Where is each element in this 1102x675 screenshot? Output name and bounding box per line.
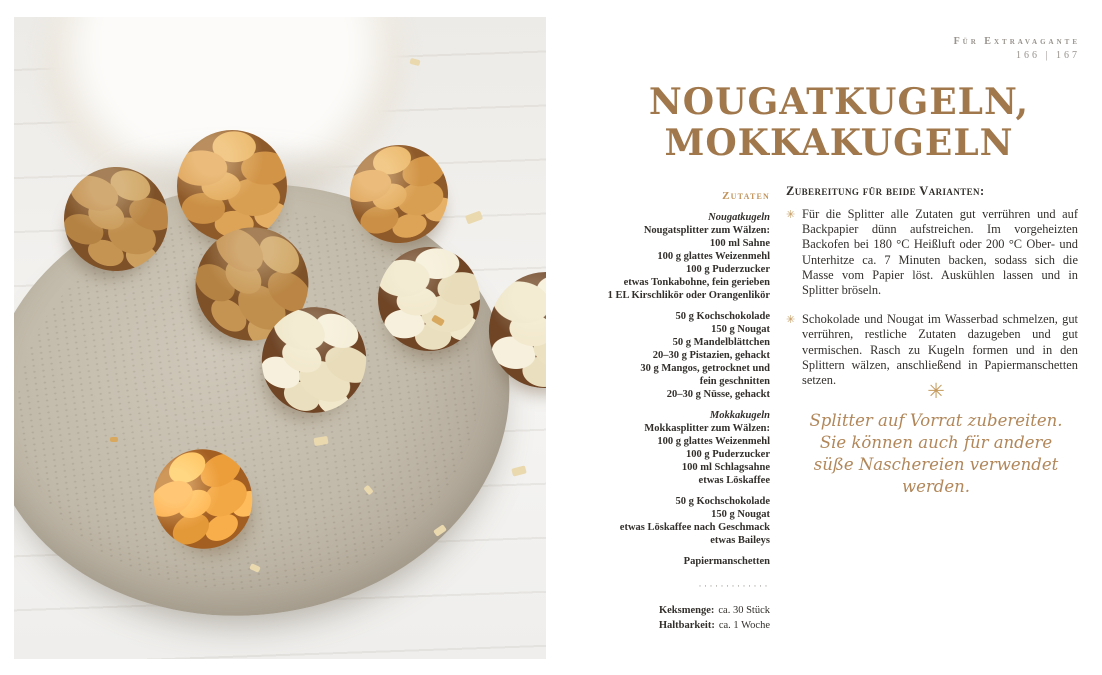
- recipe-title-line1: NOUGATKUGELN,: [648, 81, 1030, 123]
- ingredient-line: 20–30 g Pistazien, gehackt: [652, 350, 770, 361]
- shelf-life-value: ca. 1 Woche: [718, 620, 770, 631]
- ingredients-section-nougat2: [560, 310, 770, 401]
- ingredient-line: 100 g glattes Weizenmehl: [657, 436, 770, 447]
- recipe-meta: [560, 603, 770, 633]
- yield-row: [560, 603, 770, 618]
- ingredient-line: 150 g Nougat: [711, 509, 770, 520]
- yield-label: Keksmenge:: [658, 605, 715, 616]
- dotted-separator: ·············: [698, 581, 770, 591]
- ingredients-section-nougat: [560, 211, 770, 302]
- crumb: [409, 58, 420, 66]
- ingredient-line: 50 g Kochschokolade: [675, 311, 770, 322]
- ingredient-line: 100 g glattes Weizenmehl: [657, 251, 770, 262]
- ingredient-line: etwas Löskaffee: [698, 475, 770, 486]
- crumb: [110, 437, 118, 442]
- ingredient-line: etwas Tonkabohne, fein gerieben: [623, 277, 770, 288]
- preparation-step: [786, 207, 1078, 298]
- truffle-ball: [378, 247, 480, 351]
- photo-nougat-balls: [14, 17, 546, 659]
- ingredient-line: 100 ml Sahne: [709, 238, 770, 249]
- recipe-title-line2: MOKKAKUGELN: [664, 122, 1014, 164]
- shelf-life-row: [560, 618, 770, 633]
- ingredient-line: 150 g Nougat: [711, 324, 770, 335]
- shelf-life-label: Haltbarkeit:: [658, 620, 715, 631]
- preparation-header: Zubereitung für beide Varianten:: [786, 184, 985, 198]
- ingredient-line: 100 ml Schlagsahne: [681, 462, 770, 473]
- preparation-step-text: Für die Splitter alle Zutaten gut verrühren und auf Backpapier dünn aufstreichen. Im vorgeheizten Backofen bei 180 °C Heißluft oder 200 °C Ober- und Unterhitze ca. 7 Minuten backen, sodass sich die Masse vom Papier löst. Auskühlen lassen und in Splitter bröseln.: [802, 207, 1078, 298]
- page-numbers: 166 | 167: [1015, 50, 1080, 61]
- preparation-column: [786, 184, 1078, 388]
- ingredient-line: Mokkasplitter zum Wälzen:: [644, 423, 770, 434]
- ingredient-line: 20–30 g Nüsse, gehackt: [666, 389, 770, 400]
- ingredient-line: 50 g Mandelblättchen: [672, 337, 770, 348]
- ingredient-line: 1 EL Kirschlikör oder Orangenlikör: [607, 290, 770, 301]
- preparation-step: [786, 312, 1078, 388]
- ingredient-line: etwas Baileys: [710, 535, 770, 546]
- star-bullet-icon: ✳: [786, 209, 796, 221]
- chapter-label: Für Extravagante: [953, 36, 1080, 47]
- ingredients-header: Zutaten: [722, 190, 770, 202]
- ingredients-subtitle: Nougatkugeln: [708, 212, 770, 223]
- preparation-step-text: Schokolade und Nougat im Wasserbad schmelzen, gut verrühren, restliche Zutaten dazugeben und gut vermischen. Rasch zu Kugeln formen und in den Splittern wälzen, anschließend in Papiermanschetten setzen.: [802, 312, 1078, 388]
- ingredients-section-mokka2: [560, 495, 770, 547]
- star-bullet-icon: ✳: [786, 314, 796, 327]
- ingredients-section-mokka: [560, 409, 770, 487]
- ingredients-section-extra: [560, 555, 770, 568]
- ingredient-line: 100 g Puderzucker: [686, 449, 770, 460]
- ingredients-column: [560, 190, 770, 633]
- yield-value: ca. 30 Stück: [718, 605, 770, 616]
- ingredient-line: Nougatsplitter zum Wälzen:: [643, 225, 770, 236]
- ingredient-line: etwas Löskaffee nach Geschmack: [619, 522, 770, 533]
- tip-text: Splitter auf Vorrat zubereiten. Sie können auch für andere süße Naschereien verwendet werden.: [809, 411, 1063, 496]
- star-icon: ✳: [927, 379, 945, 403]
- ingredient-line: 100 g Puderzucker: [686, 264, 770, 275]
- ingredient-line: Papiermanschetten: [683, 556, 770, 567]
- ingredient-line: 30 g Mangos, getrocknet und: [640, 363, 770, 374]
- ingredient-line: 50 g Kochschokolade: [675, 496, 770, 507]
- crumb: [511, 465, 527, 476]
- recipe-title: [640, 82, 1038, 164]
- page-header: [954, 36, 1080, 61]
- truffle-ball: [177, 130, 287, 242]
- ingredients-subtitle: Mokkakugeln: [709, 410, 770, 421]
- ingredient-line: fein geschnitten: [699, 376, 770, 387]
- crumb: [465, 211, 483, 225]
- tip-block: [808, 380, 1064, 498]
